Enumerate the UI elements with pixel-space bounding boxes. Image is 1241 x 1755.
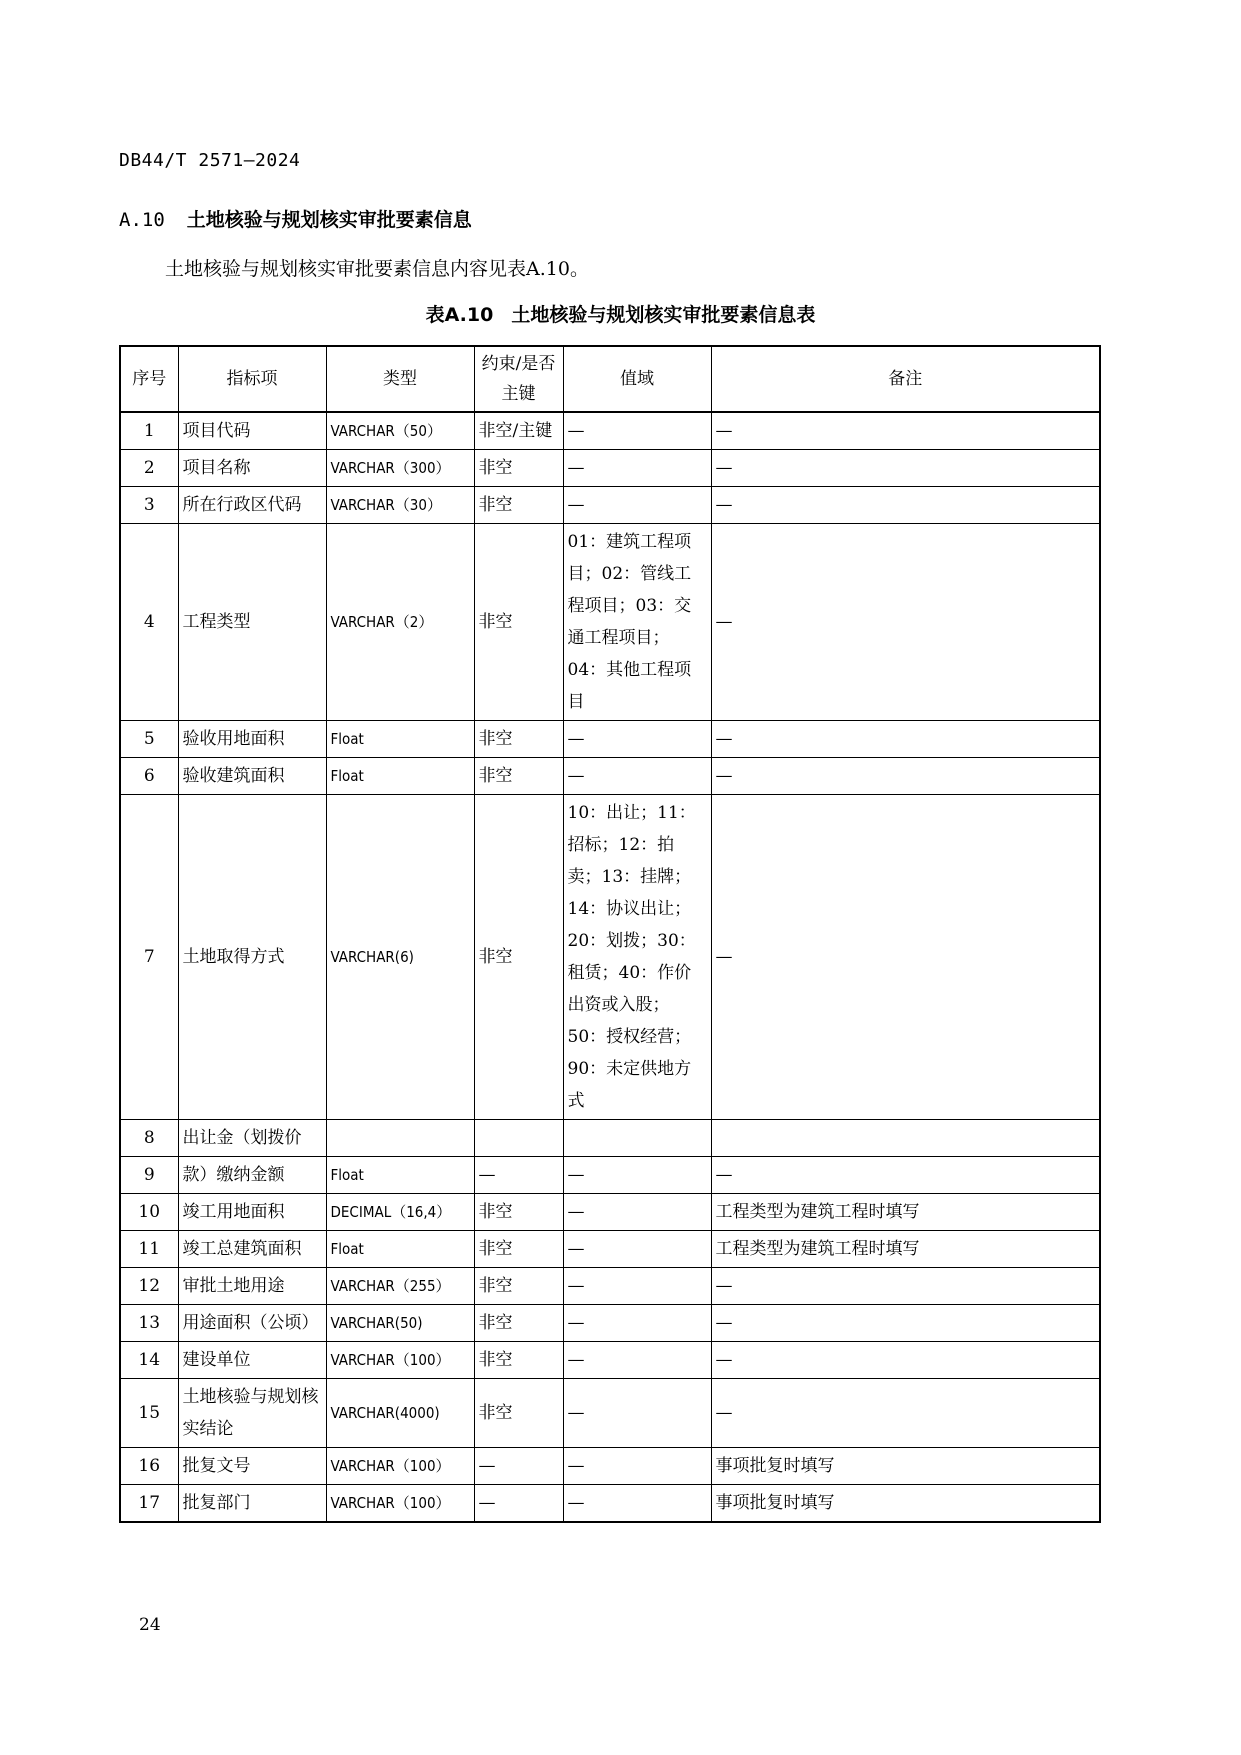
table-row: [120, 1305, 1100, 1342]
cell-type: VARCHAR(50): [326, 1305, 474, 1342]
element-table: [119, 345, 1101, 1523]
cell-name: 出让金（划拨价: [178, 1120, 326, 1157]
cell-name: 项目名称: [178, 450, 326, 487]
cell-name: 建设单位: [178, 1342, 326, 1379]
table-row: [120, 1120, 1100, 1157]
cell-constraint: 非空: [474, 1194, 563, 1231]
cell-type: DECIMAL（16,4）: [326, 1194, 474, 1231]
cell-domain: —: [563, 487, 711, 524]
cell-no: 8: [120, 1120, 178, 1157]
cell-domain: —: [563, 1485, 711, 1523]
table-row: [120, 1485, 1100, 1523]
cell-no: 17: [120, 1485, 178, 1523]
cell-domain: —: [563, 412, 711, 450]
table-body: [120, 412, 1100, 1522]
cell-constraint: 非空: [474, 524, 563, 721]
cell-domain: —: [563, 1194, 711, 1231]
cell-no: 11: [120, 1231, 178, 1268]
table-row: [120, 1157, 1100, 1194]
section-heading: [119, 205, 472, 232]
cell-domain: —: [563, 1231, 711, 1268]
cell-note: —: [711, 1268, 1100, 1305]
cell-type: VARCHAR（2）: [326, 524, 474, 721]
cell-note: —: [711, 1342, 1100, 1379]
cell-domain: —: [563, 1448, 711, 1485]
cell-domain: [563, 1120, 711, 1157]
cell-no: 12: [120, 1268, 178, 1305]
cell-name: 竣工总建筑面积: [178, 1231, 326, 1268]
cell-note: 事项批复时填写: [711, 1448, 1100, 1485]
cell-constraint: —: [474, 1157, 563, 1194]
cell-name: 工程类型: [178, 524, 326, 721]
cell-domain: —: [563, 1379, 711, 1448]
cell-no: 7: [120, 795, 178, 1120]
cell-note: —: [711, 1305, 1100, 1342]
cell-constraint: —: [474, 1485, 563, 1523]
table-row: [120, 795, 1100, 1120]
cell-domain: —: [563, 450, 711, 487]
cell-note: 事项批复时填写: [711, 1485, 1100, 1523]
cell-type: VARCHAR（300）: [326, 450, 474, 487]
table-row: [120, 450, 1100, 487]
table-row: [120, 1448, 1100, 1485]
cell-name: 土地核验与规划核实结论: [178, 1379, 326, 1448]
cell-note: —: [711, 1379, 1100, 1448]
cell-domain: —: [563, 758, 711, 795]
page-number: 24: [139, 1615, 161, 1635]
cell-name: 验收用地面积: [178, 721, 326, 758]
cell-note: —: [711, 1157, 1100, 1194]
cell-domain: —: [563, 1305, 711, 1342]
cell-note: [711, 1120, 1100, 1157]
table-caption-number: 表A.10: [425, 304, 494, 326]
cell-constraint: —: [474, 1448, 563, 1485]
cell-type: VARCHAR（255）: [326, 1268, 474, 1305]
cell-domain: 01：建筑工程项目；02：管线工程项目；03：交通工程项目；04：其他工程项目: [563, 524, 711, 721]
cell-no: 2: [120, 450, 178, 487]
table-row: [120, 412, 1100, 450]
cell-constraint: 非空: [474, 758, 563, 795]
cell-constraint: 非空/主键: [474, 412, 563, 450]
cell-domain: —: [563, 1157, 711, 1194]
table-row: [120, 1342, 1100, 1379]
cell-type: VARCHAR（50）: [326, 412, 474, 450]
table-caption-title: 土地核验与规划核实审批要素信息表: [511, 304, 816, 326]
cell-type: Float: [326, 758, 474, 795]
table-row: [120, 1379, 1100, 1448]
cell-constraint: 非空: [474, 721, 563, 758]
cell-no: 10: [120, 1194, 178, 1231]
cell-name: 审批土地用途: [178, 1268, 326, 1305]
cell-domain: —: [563, 1268, 711, 1305]
cell-no: 3: [120, 487, 178, 524]
cell-constraint: 非空: [474, 1379, 563, 1448]
cell-constraint: 非空: [474, 1268, 563, 1305]
cell-note: —: [711, 795, 1100, 1120]
cell-constraint: 非空: [474, 795, 563, 1120]
cell-type: Float: [326, 1157, 474, 1194]
cell-no: 14: [120, 1342, 178, 1379]
header-cell: 序号: [120, 346, 178, 412]
table-row: [120, 524, 1100, 721]
cell-no: 1: [120, 412, 178, 450]
cell-constraint: [474, 1120, 563, 1157]
section-title: 土地核验与规划核实审批要素信息: [186, 209, 472, 231]
cell-no: 9: [120, 1157, 178, 1194]
table-row: [120, 487, 1100, 524]
cell-note: —: [711, 487, 1100, 524]
cell-name: 用途面积（公顷）: [178, 1305, 326, 1342]
header-cell: 指标项: [178, 346, 326, 412]
header-cell: 约束/是否主键: [474, 346, 563, 412]
cell-name: 批复部门: [178, 1485, 326, 1523]
cell-type: Float: [326, 1231, 474, 1268]
cell-constraint: 非空: [474, 1342, 563, 1379]
table-row: [120, 1268, 1100, 1305]
cell-type: Float: [326, 721, 474, 758]
table-caption: [0, 300, 1241, 327]
header-cell: 类型: [326, 346, 474, 412]
cell-no: 4: [120, 524, 178, 721]
cell-type: VARCHAR(4000): [326, 1379, 474, 1448]
section-number: A.10: [119, 209, 165, 231]
cell-no: 15: [120, 1379, 178, 1448]
cell-constraint: 非空: [474, 1305, 563, 1342]
cell-note: —: [711, 721, 1100, 758]
header-cell: 备注: [711, 346, 1100, 412]
cell-constraint: 非空: [474, 1231, 563, 1268]
cell-note: —: [711, 450, 1100, 487]
cell-constraint: 非空: [474, 450, 563, 487]
cell-no: 16: [120, 1448, 178, 1485]
cell-no: 13: [120, 1305, 178, 1342]
cell-name: 验收建筑面积: [178, 758, 326, 795]
table-row: [120, 721, 1100, 758]
cell-type: VARCHAR(6): [326, 795, 474, 1120]
cell-note: 工程类型为建筑工程时填写: [711, 1194, 1100, 1231]
cell-name: 土地取得方式: [178, 795, 326, 1120]
cell-domain: —: [563, 721, 711, 758]
cell-domain: 10：出让；11：招标；12：拍卖；13：挂牌；14：协议出让；20：划拨；30：租赁；40：作价出资或入股；50：授权经营；90：未定供地方式: [563, 795, 711, 1120]
table-row: [120, 758, 1100, 795]
cell-name: 竣工用地面积: [178, 1194, 326, 1231]
intro-paragraph: 土地核验与规划核实审批要素信息内容见表A.10。: [165, 258, 589, 280]
cell-no: 5: [120, 721, 178, 758]
cell-name: 款）缴纳金额: [178, 1157, 326, 1194]
cell-no: 6: [120, 758, 178, 795]
cell-name: 批复文号: [178, 1448, 326, 1485]
cell-constraint: 非空: [474, 487, 563, 524]
cell-type: VARCHAR（30）: [326, 487, 474, 524]
cell-note: —: [711, 524, 1100, 721]
cell-type: VARCHAR（100）: [326, 1485, 474, 1523]
cell-type: VARCHAR（100）: [326, 1342, 474, 1379]
cell-note: —: [711, 758, 1100, 795]
cell-type: [326, 1120, 474, 1157]
document-code: DB44/T 2571—2024: [119, 150, 301, 171]
cell-name: 项目代码: [178, 412, 326, 450]
header-cell: 值域: [563, 346, 711, 412]
table-header-row: [120, 346, 1100, 412]
cell-name: 所在行政区代码: [178, 487, 326, 524]
cell-note: —: [711, 412, 1100, 450]
table-row: [120, 1231, 1100, 1268]
cell-type: VARCHAR（100）: [326, 1448, 474, 1485]
cell-note: 工程类型为建筑工程时填写: [711, 1231, 1100, 1268]
cell-domain: —: [563, 1342, 711, 1379]
table-row: [120, 1194, 1100, 1231]
